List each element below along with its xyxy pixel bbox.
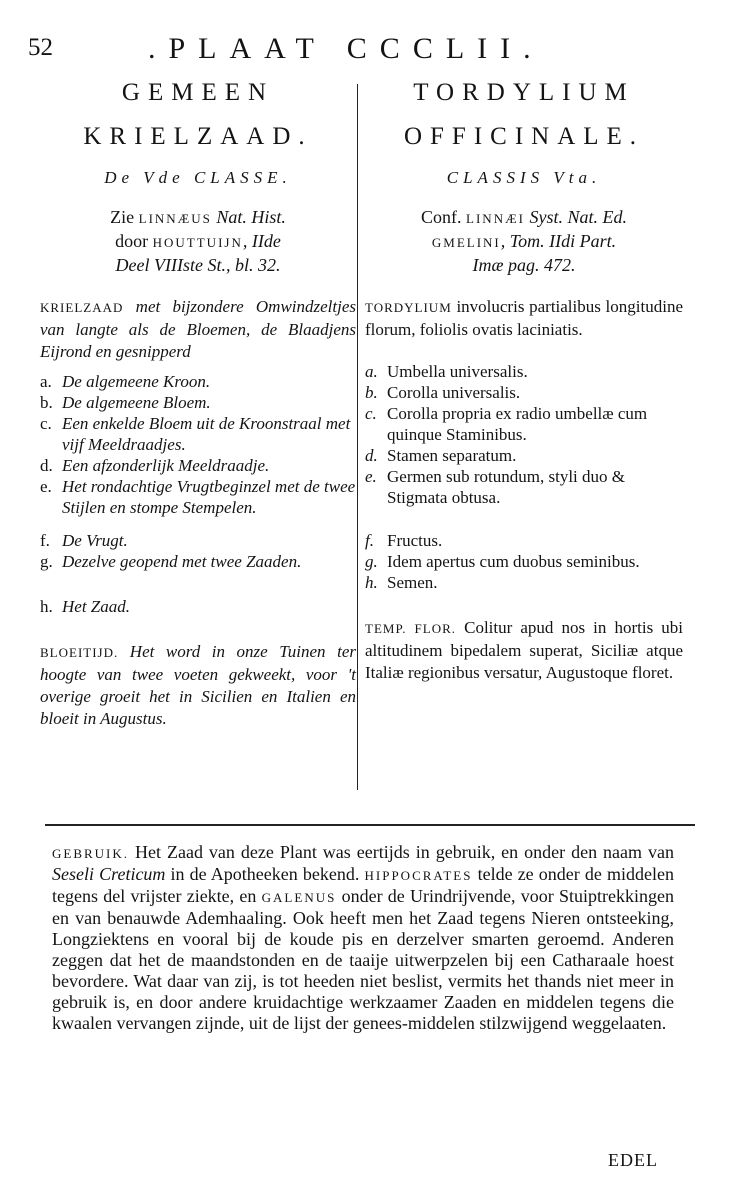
- part-text: De algemeene Kroon.: [62, 372, 211, 391]
- usage-text: telde ze onder de middelen tegens del vrijster ziekte, en: [52, 864, 674, 906]
- latin-flowering-time: [365, 617, 683, 684]
- ref-text: Zie: [110, 207, 139, 227]
- dutch-description: [40, 296, 356, 363]
- part-text: Het Zaad.: [62, 597, 130, 616]
- part-letter: d.: [40, 456, 53, 475]
- ref-author: HOUTTUIJN: [152, 235, 243, 250]
- latin-name-line2: OFFICINALE.: [403, 123, 645, 150]
- ref-text: Conf.: [421, 207, 467, 227]
- description-text: met bijzondere Omwindzeltjes van langte als de Bloemen, de Blaadjens Eijrond en gesnipperd: [40, 297, 356, 361]
- usage-author: GALENUS: [261, 890, 337, 905]
- usage-text: Seseli Creticum: [52, 864, 166, 884]
- part-letter: e.: [40, 477, 52, 496]
- flowering-lead: TEMP. FLOR.: [365, 621, 457, 636]
- part-text: Een afzonderlijk Meeldraadje.: [62, 456, 270, 475]
- ref-text: Imæ pag. 472.: [472, 255, 576, 275]
- ref-text: Deel VIIIste St.: [115, 255, 226, 275]
- usage-text: in de Apotheeken bekend.: [165, 864, 365, 884]
- part-item: [365, 530, 683, 551]
- part-text: Idem apertus cum duobus seminibus.: [387, 552, 640, 571]
- latin-reference: [365, 206, 683, 280]
- dutch-class-line: De Vde CLASSE.: [104, 168, 292, 187]
- catchword: EDEL: [608, 1150, 658, 1170]
- part-item: [40, 596, 356, 617]
- part-item: [40, 530, 356, 551]
- ref-author: GMELINI: [431, 235, 501, 250]
- description-lead: KRIELZAAD: [40, 300, 124, 315]
- part-item: [40, 551, 356, 572]
- part-letter: c.: [40, 414, 52, 433]
- dutch-flowering-time: [40, 641, 356, 730]
- flowering-text: Colitur apud nos in hortis ubi altitudinem bipedalem superat, Siciliæ atque Italiæ regionibus versatur, Augustoque floret.: [365, 618, 684, 682]
- part-letter: b.: [365, 383, 378, 402]
- ref-text: , Tom. IIdi Part.: [500, 231, 617, 251]
- part-letter: d.: [365, 446, 378, 465]
- latin-class-line: CLASSIS Vta.: [446, 168, 602, 187]
- usage-text: Het Zaad van deze Plant was eertijds in gebruik, en onder den naam van: [129, 842, 674, 862]
- part-item: [40, 413, 356, 455]
- part-item: [365, 551, 683, 572]
- part-letter: c.: [365, 404, 377, 423]
- ref-text: Nat. Hist.: [211, 207, 286, 227]
- latin-name-line1: TORDYLIUM: [413, 79, 635, 106]
- part-text: De Vrugt.: [62, 531, 128, 550]
- usage-paragraph: [52, 842, 674, 1034]
- flowering-text: Het word in onze Tuinen ter hoogte van twee voeten gekweekt, voor 't overige groeit het in Sicilien en Italien en bloeit in Augustus.: [40, 642, 356, 728]
- ref-text: , bl. 32.: [225, 255, 281, 275]
- part-item: [40, 476, 356, 518]
- part-letter: a.: [40, 372, 52, 391]
- part-letter: g.: [365, 552, 378, 571]
- description-lead: TORDYLIUM: [365, 300, 452, 315]
- usage-author: HIPPOCRATES: [364, 868, 473, 883]
- part-text: Een enkelde Bloem uit de Kroonstraal met vijf Meeldraadjes.: [62, 414, 351, 454]
- dutch-name-line2: KRIELZAAD.: [83, 123, 313, 150]
- section-rule: [45, 824, 695, 826]
- part-item: [365, 403, 683, 445]
- part-item: [365, 382, 683, 403]
- part-item: [365, 361, 683, 382]
- part-text: Fructus.: [387, 531, 443, 550]
- ref-text: door: [115, 231, 153, 251]
- ref-text: Syst. Nat. Ed.: [524, 207, 627, 227]
- latin-parts-list: [365, 361, 683, 593]
- plate-title: .PLAAT CCCLII.: [148, 32, 544, 65]
- flowering-lead: BLOEITIJD.: [40, 645, 119, 660]
- ref-text: , IIde: [242, 231, 281, 251]
- ref-author: LINNÆI: [466, 211, 525, 226]
- part-letter: a.: [365, 362, 378, 381]
- usage-lead: GEBRUIK.: [52, 846, 130, 861]
- part-text: Stamen separatum.: [387, 446, 517, 465]
- part-text: Dezelve geopend met twee Zaaden.: [62, 552, 302, 571]
- part-letter: f.: [365, 531, 374, 550]
- page-number: 52: [28, 34, 53, 61]
- ref-author: LINNÆUS: [138, 211, 212, 226]
- description-text: involucris partialibus longitudine florum, foliolis ovatis laciniatis.: [365, 297, 683, 339]
- part-item: [365, 572, 683, 593]
- part-text: Semen.: [387, 573, 438, 592]
- part-text: Corolla universalis.: [387, 383, 521, 402]
- part-text: Umbella universalis.: [387, 362, 528, 381]
- latin-description: [365, 296, 683, 341]
- dutch-reference: [40, 206, 356, 280]
- part-item: [365, 466, 683, 508]
- page-header: [28, 28, 668, 68]
- part-letter: h.: [40, 597, 53, 616]
- dutch-name-line1: GEMEEN: [121, 79, 275, 106]
- part-text: Corolla propria ex radio umbellæ cum quinque Staminibus.: [387, 404, 648, 444]
- part-item: [40, 455, 356, 476]
- dutch-column: [40, 78, 356, 730]
- part-item: [40, 371, 356, 392]
- part-letter: g.: [40, 552, 53, 571]
- part-text: De algemeene Bloem.: [62, 393, 211, 412]
- dutch-parts-list: [40, 371, 356, 617]
- usage-text: onder de Urindrijvende, voor Stuiptrekkingen en van benauwde Ademhaaling. Ook heeft men het Zaad tegens Nieren ontsteeking, Longziektens en vooral bij de koude pis en derzelver smarten geroemd. Anderen zeggen dat het de maandstonden en de taaije uitwerpzelen bij een Catharaale hoest bevordere. Wat daar van zij, is tot heeden niet beslist, vermits het thands niet meer in gebruik is, en door andere kruidachtige werkzaamer Zaaden en middelen tegens die kwaalen vervangen zijnde, uit de lijst der genees-middelen stilzwijgend weggelaaten.: [52, 886, 674, 1033]
- part-item: [40, 392, 356, 413]
- column-divider: [357, 84, 358, 790]
- part-text: Het rondachtige Vrugtbeginzel met de twee Stijlen en stompe Stempelen.: [62, 477, 356, 517]
- part-letter: h.: [365, 573, 378, 592]
- part-letter: f.: [40, 531, 50, 550]
- part-letter: e.: [365, 467, 377, 486]
- part-text: Germen sub rotundum, styli duo & Stigmata obtusa.: [387, 467, 625, 507]
- part-item: [365, 445, 683, 466]
- part-letter: b.: [40, 393, 53, 412]
- latin-column: [365, 78, 683, 684]
